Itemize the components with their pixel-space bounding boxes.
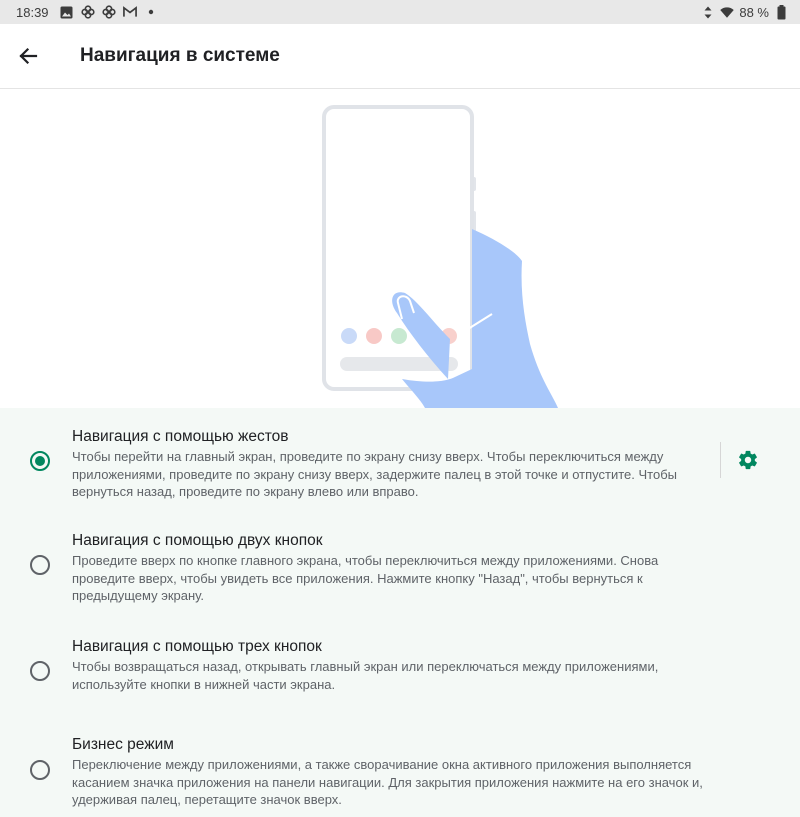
data-arrows-icon	[701, 5, 715, 19]
dot-icon	[144, 5, 158, 19]
gear-icon	[737, 449, 759, 471]
option-two-button-navigation[interactable]	[0, 518, 800, 618]
option-three-button-navigation[interactable]	[0, 618, 800, 718]
wifi-icon	[720, 5, 734, 19]
app-bar	[0, 24, 800, 89]
page-title: Навигация в системе	[80, 45, 280, 66]
option-business-mode[interactable]	[0, 718, 800, 817]
back-button[interactable]	[8, 36, 48, 76]
app-dot-3	[391, 328, 407, 344]
gesture-illustration	[0, 89, 800, 408]
status-time: 18:39	[16, 4, 49, 20]
gmail-icon	[123, 5, 137, 19]
status-bar	[0, 0, 800, 24]
navigation-options	[0, 408, 800, 817]
option-title: Навигация с помощью трех кнопок	[72, 638, 322, 655]
image-icon	[60, 5, 74, 19]
battery-percent: 88 %	[739, 4, 769, 20]
vertical-divider	[720, 442, 721, 478]
option-description: Чтобы перейти на главный экран, проведите по экрану снизу вверх. Чтобы переключиться между приложениями, проведите по экрану снизу вверх, задержите палец в этой точке и отпустите. Чтобы вернуться назад, проведите по экрану влево или вправо.	[72, 449, 678, 499]
app-dot-1	[341, 328, 357, 344]
pinwheel-icon	[102, 5, 116, 19]
battery-icon	[774, 5, 788, 19]
radio-three-button-navigation[interactable]	[30, 661, 50, 681]
pinwheel-icon	[81, 5, 95, 19]
radio-business-mode[interactable]	[30, 760, 50, 780]
option-description: Чтобы возвращаться назад, открывать главный экран или переключаться между приложениями, используйте кнопки в нижней части экрана.	[72, 659, 659, 692]
option-title: Навигация с помощью жестов	[72, 428, 289, 445]
radio-two-button-navigation[interactable]	[30, 555, 50, 575]
app-dot-2	[366, 328, 382, 344]
option-description: Переключение между приложениями, а также сворачивание окна активного приложения выполняется касанием значка приложения на панели навигации. Для закрытия приложения нажмите на его значок и, удерживая палец, перетащите значок вверх.	[72, 757, 703, 807]
option-title: Бизнес режим	[72, 736, 174, 753]
phone-outline	[324, 107, 472, 389]
option-description: Проведите вверх по кнопке главного экрана, чтобы переключиться между приложениями. Снова проведите вверх, чтобы увидеть все приложения. Нажмите кнопку "Назад", чтобы вернуться к предыдущему экрану.	[72, 553, 659, 603]
radio-gesture-navigation[interactable]	[30, 451, 50, 471]
option-title: Навигация с помощью двух кнопок	[72, 532, 323, 549]
option-gesture-navigation[interactable]	[0, 408, 800, 518]
gesture-settings-button[interactable]	[730, 442, 766, 478]
arrow-back-icon	[18, 46, 38, 66]
